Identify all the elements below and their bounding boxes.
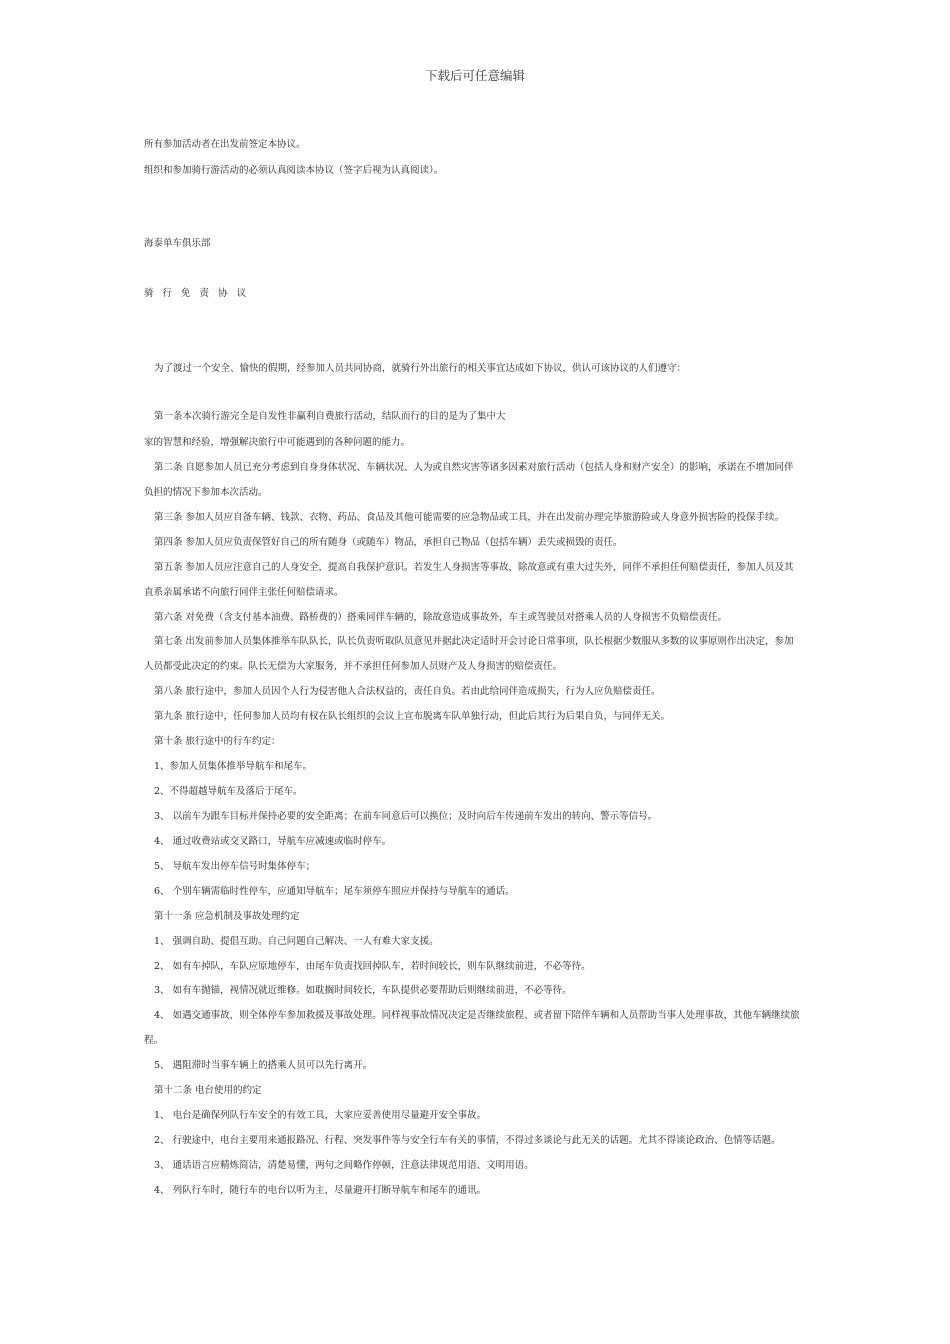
list-item: 4、 如遇交通事故，则全体停车参加救援及事故处理。同样视事故情况决定是否继续旅程、或者留下陪伴车辆和人员帮助当事人处理事故，其他车辆继续旅 bbox=[154, 1010, 800, 1021]
clause-line: 第四条 参加人员应负责保管好自己的所有随身（或随车）物品，承担自己物品（包括车辆）丢失或损毁的责任。 bbox=[154, 537, 623, 548]
list-item: 5、 遇阻滞时当事车辆上的搭乘人员可以先行离开。 bbox=[154, 1060, 373, 1071]
list-item: 2、不得超越导航车及落后于尾车。 bbox=[154, 786, 303, 797]
list-item: 3、 如有车抛锚，视情况就近维修。如耽搁时间较长，车队提供必要帮助后则继续前进，不必等待。 bbox=[154, 985, 572, 996]
clause-line: 第三条 参加人员应自备车辆、钱款、衣物、药品、食品及其他可能需要的应急物品或工具，并在出发前办理完毕旅游险或人身意外损害险的投保手续。 bbox=[154, 512, 785, 523]
intro-line-2: 组织和参加骑行游活动的必须认真阅读本协议（签字后视为认真阅读）。 bbox=[144, 165, 444, 176]
club-name: 海泰单车俱乐部 bbox=[144, 238, 211, 249]
list-item: 3、 通话语言应精炼简洁，清楚易懂，两句之间略作停顿，注意法律规范用语、文明用语。 bbox=[154, 1160, 534, 1171]
clause-line: 第八条 旅行途中，参加人员因个人行为侵害他人合法权益的，责任自负。若由此给同伴造成损失，行为人应负赔偿责任。 bbox=[154, 686, 661, 697]
list-item: 5、 导航车发出停车信号时集体停车； bbox=[154, 861, 316, 872]
list-item: 1、 强调自助、提倡互助。自己问题自己解决、一人有难大家支援。 bbox=[154, 936, 439, 947]
clause-line: 第十条 旅行途中的行车约定： bbox=[154, 736, 281, 747]
list-item: 4、 列队行车时，随行车的电台以听为主，尽量避开打断导航车和尾车的通讯。 bbox=[154, 1185, 487, 1196]
list-item: 4、 通过收费站或交叉路口，导航车应减速或临时停车。 bbox=[154, 836, 392, 847]
clause-line: 家的智慧和经验，增强解决旅行中可能遇到的各种问题的能力。 bbox=[144, 437, 411, 448]
clause-line: 负担的情况下参加本次活动。 bbox=[144, 487, 268, 498]
list-item: 3、 以前车为跟车目标并保持必要的安全距离；在前车同意后可以换位；及时向后车传递前车发出的转向、警示等信号。 bbox=[154, 811, 658, 822]
clause-line: 第一条本次骑行游完全是自发性非赢利自费旅行活动，结队而行的目的是为了集中大 bbox=[154, 411, 506, 422]
clause-line: 第二条 自愿参加人员已充分考虑到自身身体状况、车辆状况、人为或自然灾害等诸多因素对旅行活动（包括人身和财产安全）的影响，承诺在不增加同伴 bbox=[154, 462, 794, 473]
clause-line: 第十二条 电台使用的约定 bbox=[154, 1085, 262, 1096]
clause-line: 人员都受此决定的约束。队长无偿为大家服务，并不承担任何参加人员财产及人身损害的赔偿责任。 bbox=[144, 661, 563, 672]
clause-line: 第五条 参加人员应注意自己的人身安全，提高自我保护意识。若发生人身损害等事故，除故意或有重大过失外，同伴不承担任何赔偿责任，参加人员及其 bbox=[154, 562, 794, 573]
document-title: 骑 行 免 责 协 议 bbox=[144, 288, 250, 299]
list-item: 6、 个别车辆需临时性停车，应通知导航车；尾车须停车照应并保持与导航车的通话。 bbox=[154, 886, 515, 897]
list-item: 2、 行驶途中，电台主要用来通报路况、行程、突发事件等与安全行车有关的事情，不得过多谈论与此无关的话题。尤其不得谈论政治、色情等话题。 bbox=[154, 1135, 781, 1146]
page-header: 下载后可任意编辑 bbox=[424, 68, 525, 83]
preamble: 为了渡过一个安全、愉快的假期，经参加人员共同协商，就骑行外出旅行的相关事宜达成如下协议，供认可该协议的人们遵守： bbox=[154, 363, 687, 374]
list-item: 1、参加人员集体推举导航车和尾车。 bbox=[154, 761, 313, 772]
list-item: 1、 电台是确保列队行车安全的有效工具，大家应妥善使用尽量避开安全事故。 bbox=[154, 1110, 487, 1121]
clause-line: 第七条 出发前参加人员集体推举车队队长，队长负责听取队员意见并据此决定适时开会讨论日常事项，队长根据少数服从多数的议事原则作出决定，参加 bbox=[154, 636, 794, 647]
clause-line: 第十一条 应急机制及事故处理约定 bbox=[154, 911, 300, 922]
clause-line: 直系亲属承诺不向旅行同伴主张任何赔偿请求。 bbox=[144, 587, 344, 598]
intro-line-1: 所有参加活动者在出发前签定本协议。 bbox=[144, 139, 306, 150]
list-item: 程。 bbox=[144, 1035, 164, 1046]
list-item: 2、 如有车掉队，车队应原地停车，由尾车负责找回掉队车，若时间较长，则车队继续前进，不必等待。 bbox=[154, 961, 591, 972]
clause-line: 第九条 旅行途中，任何参加人员均有权在队长组织的会议上宣布脱离车队单独行动，但此后其行为后果自负，与同伴无关。 bbox=[154, 711, 671, 722]
clause-line: 第六条 对免费（含支付基本油费、路桥费的）搭乘同伴车辆的，除故意造成事故外，车主或驾驶员对搭乘人员的人身损害不负赔偿责任。 bbox=[154, 612, 728, 623]
